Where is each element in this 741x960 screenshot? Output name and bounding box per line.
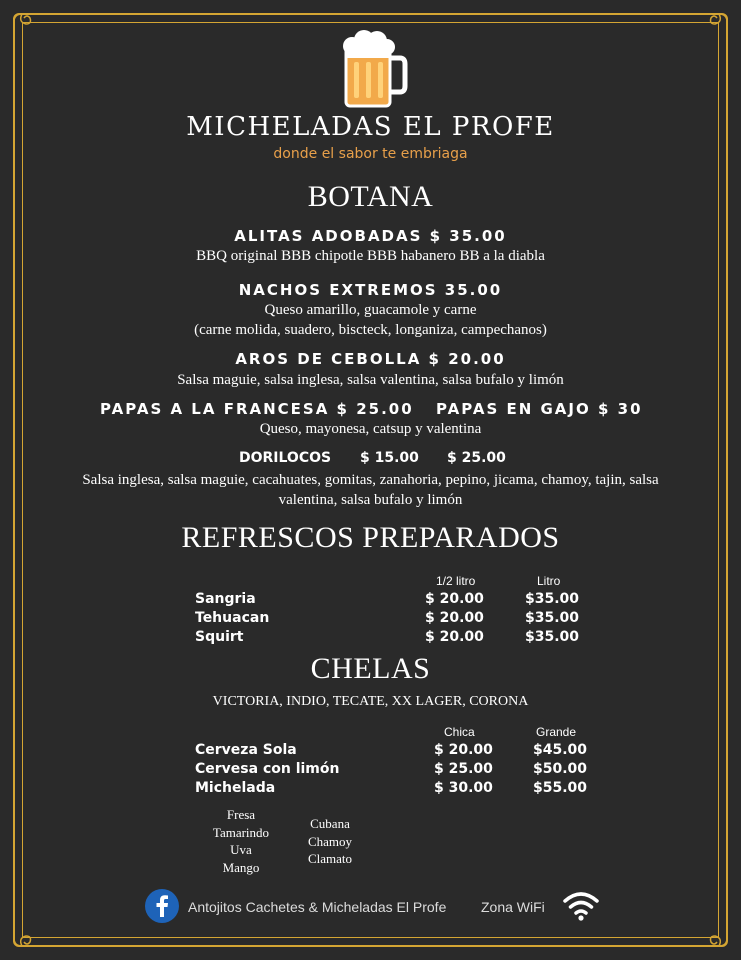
flavor-item: Tamarindo [212,824,270,840]
refresco-name: Squirt [195,629,244,645]
item-title-aros: AROS DE CEBOLLA $ 20.00 [235,350,506,368]
flavor-item: Fresa [226,807,256,822]
corner-ornament-icon [12,918,42,948]
item-title-nachos: NACHOS EXTREMOS 35.00 [238,281,503,299]
refresco-price-half: $ 20.00 [425,629,484,645]
section-title-chelas: CHELAS [310,652,431,685]
section-title-botana: BOTANA [307,180,434,213]
chela-name: Cerveza Sola [195,742,297,758]
item-title-dorilocos: DORILOCOS [239,450,332,466]
section-title-refrescos: REFRESCOS PREPARADOS [181,521,560,554]
refrescos-col-liter: Litro [537,574,561,588]
dorilocos-price-small: $ 15.00 [360,450,419,466]
chelas-brands: VICTORIA, INDIO, TECATE, XX LAGER, CORONA [212,694,529,709]
refresco-price-half: $ 20.00 [425,591,484,607]
chela-price-grande: $45.00 [533,742,588,758]
flavor-item: Uva [230,842,252,857]
chela-price-grande: $55.00 [533,780,588,796]
flavor-list-right [292,815,368,868]
item-desc-dorilocos: Salsa inglesa, salsa maguie, cacahuates, gomitas, zanahoria, pepino, jicama, chamoy, tajin, salsa [82,472,659,488]
item-title-alitas: ALITAS ADOBADAS $ 35.00 [234,227,507,245]
item-desc-nachos-detail: (carne molida, suadero, biscteck, longaniza, campechanos) [194,322,547,338]
flavor-item: Mango [222,859,260,875]
item-title-papas-gajo: PAPAS EN GAJO $ 30 [436,400,643,418]
tagline: donde el sabor te embriaga [273,146,468,162]
corner-ornament-icon [12,12,42,42]
facebook-icon[interactable] [145,889,179,923]
wifi-label: Zona WiFi [481,899,545,915]
chela-price-chica: $ 25.00 [434,761,493,777]
beer-mug-icon [340,30,408,110]
item-desc-dorilocos-cont: valentina, salsa bufalo y limón [278,492,463,508]
corner-ornament-icon [699,12,729,42]
refresco-price-liter: $35.00 [525,629,580,645]
flavor-item: Cubana [310,816,350,831]
chela-price-grande: $50.00 [533,761,588,777]
chela-name: Cervesa con limón [195,761,340,777]
dorilocos-price-large: $ 25.00 [447,450,506,466]
chelas-col-grande: Grande [536,725,577,739]
item-desc-aros: Salsa maguie, salsa inglesa, salsa valentina, salsa bufalo y limón [177,372,564,388]
item-desc-nachos: Queso amarillo, guacamole y carne [264,302,477,318]
facebook-page-name[interactable]: Antojitos Cachetes & Micheladas El Profe [188,899,447,915]
wifi-icon [562,890,600,922]
flavor-list-left [200,806,282,876]
refresco-price-half: $ 20.00 [425,610,484,626]
chelas-col-chica: Chica [444,725,475,739]
corner-ornament-icon [699,918,729,948]
chela-price-chica: $ 30.00 [434,780,493,796]
flavor-item: Clamato [307,851,353,866]
item-title-papas-francesa: PAPAS A LA FRANCESA $ 25.00 [100,400,414,418]
refrescos-col-half-liter: 1/2 litro [436,574,476,588]
refresco-name: Tehuacan [195,610,270,626]
refresco-price-liter: $35.00 [525,591,580,607]
chela-price-chica: $ 20.00 [434,742,493,758]
brand-title: MICHELADAS EL PROFE [186,112,555,142]
refresco-price-liter: $35.00 [525,610,580,626]
flavor-item: Chamoy [307,833,353,849]
refresco-name: Sangria [195,591,256,607]
chela-name: Michelada [195,780,276,796]
item-desc-alitas: BBQ original BBB chipotle BBB habanero BB a la diabla [196,248,545,264]
item-desc-papas: Queso, mayonesa, catsup y valentina [259,421,482,437]
